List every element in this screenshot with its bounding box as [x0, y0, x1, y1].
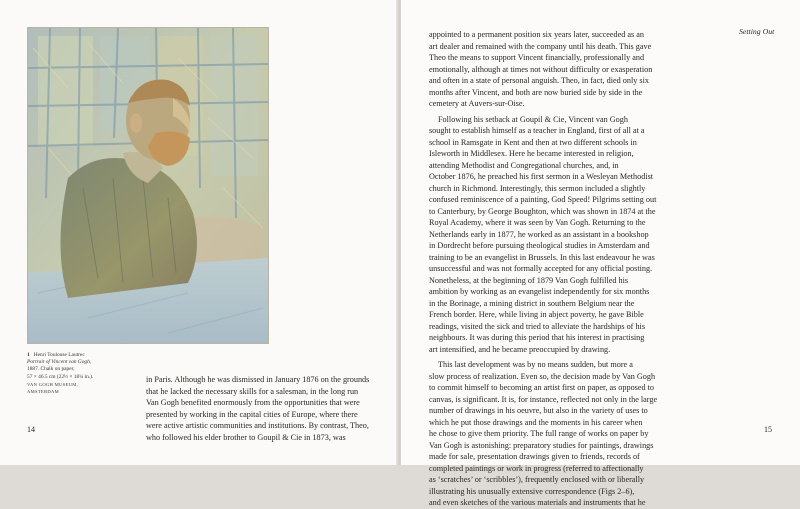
- text-line: made for sale, presentation drawings given to friends, records of: [429, 452, 640, 461]
- portrait-painting-image: [28, 28, 268, 343]
- text-line: Van Gogh is astonishing: preparatory studies for paintings, drawings: [429, 440, 654, 450]
- text-line: October 1876, he preached his first sermon in a Wesleyan Methodist: [429, 172, 654, 181]
- text-line: to commit himself to becoming an artist first on paper, as opposed to: [429, 383, 655, 392]
- text-line: Royal Academy, where it was seen by Van Gogh. Returning to the: [429, 218, 646, 227]
- text-line: which he put those drawings and the moments in his career when: [429, 417, 643, 427]
- figure-caption: [27, 352, 139, 395]
- text-line: Theo the means to support Vincent financially, professionally and: [429, 53, 645, 62]
- text-line: Isleworth in Middlesex. Here he became interested in religion,: [429, 149, 634, 158]
- figure-artist: Henri Toulouse Lautrec: [33, 352, 85, 358]
- text-line: canvas, is significant. It is, for instance, reflected not only in the large: [429, 394, 658, 404]
- text-line: number of drawings in his oeuvre, but also in the variety of uses to: [429, 406, 648, 415]
- text-line: confused reminiscence of a painting, God Speed! Pilgrims setting out: [429, 195, 657, 204]
- portrait-painting: [27, 27, 269, 344]
- text-line: appointed to a permanent position six years later, succeeded as an: [429, 30, 644, 39]
- text-line: school in Ramsgate in Kent and then at two different schools in: [429, 137, 637, 147]
- left-page: [0, 0, 398, 465]
- paragraph-1: [429, 29, 657, 110]
- figure-credit-1: VAN GOGH MUSEUM,: [27, 381, 79, 387]
- text-line: Netherlands early in 1877, he worked as an assistant in a bookshop: [429, 229, 649, 239]
- text-line: to Canterbury, by George Boughton, which was shown in 1874 at the: [429, 206, 656, 216]
- text-line: in Dordrecht before pursuing theological studies in Amsterdam and: [429, 241, 650, 250]
- text-line: art dealer and remained with the company until his death. This gave: [429, 41, 652, 51]
- text-line: in Paris. Although he was dismissed in January 1876 on the grounds: [146, 375, 370, 384]
- text-line: slow process of realization. Even so, the decision made by Van Gogh: [429, 371, 656, 381]
- text-line: who followed his elder brother to Goupil & Cie in 1873, was: [146, 432, 346, 442]
- text-line: illustrating his unusually extensive correspondence (Figs 2–6),: [429, 486, 635, 496]
- right-page-body: [429, 29, 657, 509]
- page-number-left: 14: [27, 425, 35, 434]
- paragraph-3: [429, 359, 657, 509]
- text-line: neighbours. It was during this period that his interest in practising: [429, 333, 645, 342]
- figure-medium: 1887. Chalk on paper,: [27, 366, 75, 373]
- text-line: and often in a state of personal anguish. Theo, in fact, died only six: [429, 76, 649, 85]
- text-line: emotionally, although at times not without difficulty or exasperation: [429, 64, 653, 74]
- text-line: and even sketches of the various materials and instruments that he: [429, 498, 646, 507]
- text-line: French border. Here, while living in abject poverty, he gave Bible: [429, 310, 644, 319]
- figure-number: 1: [27, 352, 30, 358]
- text-line: attending Methodist and Congregational churches, and, in: [429, 160, 619, 170]
- text-line: Following his setback at Goupil & Cie, Vincent van Gogh: [438, 114, 628, 124]
- text-line: ambition by working as an evangelist independently for six months: [429, 287, 650, 296]
- paragraph-2: [429, 114, 657, 356]
- text-line: cemetery at Auvers-sur-Oise.: [429, 99, 525, 108]
- text-line: sought to establish himself as a teacher in England, first of all at a: [429, 126, 645, 135]
- left-page-body: [146, 374, 369, 443]
- text-line: church in Richmond. Interestingly, this sermon included a slightly: [429, 183, 646, 193]
- text-line: he chose to give them priority. The full range of works on paper by: [429, 429, 649, 438]
- text-line: presented by working in the capital cities of Europe, where there: [146, 409, 358, 419]
- text-line: months after Vincent, and both are now buried side by side in the: [429, 87, 643, 97]
- text-line: This last development was by no means sudden, but more a: [438, 360, 633, 369]
- text-line: readings, visited the sick and tried to alleviate the hardships of his: [429, 321, 646, 331]
- running-head: Setting Out: [739, 27, 775, 36]
- text-line: art intensified, and he became preoccupied by drawing.: [429, 344, 611, 354]
- text-line: training to be an evangelist in Brussels. In this last endeavour he was: [429, 252, 655, 262]
- text-line: that he lacked the necessary skills for a salesman, in the long run: [146, 386, 359, 396]
- text-line: as ‘scratches’ or ‘scribbles’), frequently enclosed with or liberally: [429, 475, 645, 484]
- text-line: were active artistic communities and institutions. By contrast, Theo,: [146, 421, 369, 430]
- text-line: Van Gogh benefited enormously from the opportunities that were: [146, 398, 360, 407]
- figure-dimensions: 57 × 46.5 cm (22½ × 18¼ in.).: [27, 373, 94, 380]
- text-line: unsuccessful and was not formally accepted for any official posting.: [429, 264, 653, 273]
- figure-credit-2: AMSTERDAM: [27, 389, 60, 395]
- figure-title: Portrait of Vincent van Gogh,: [27, 359, 92, 366]
- text-line: in the Borinage, a mining district in southern Belgium near the: [429, 298, 635, 308]
- text-line: completed paintings or work in progress (referred to affectionally: [429, 463, 644, 473]
- text-line: Nonetheless, at the beginning of 1879 Van Gogh fulfilled his: [429, 275, 629, 285]
- page-number-right: 15: [764, 425, 772, 434]
